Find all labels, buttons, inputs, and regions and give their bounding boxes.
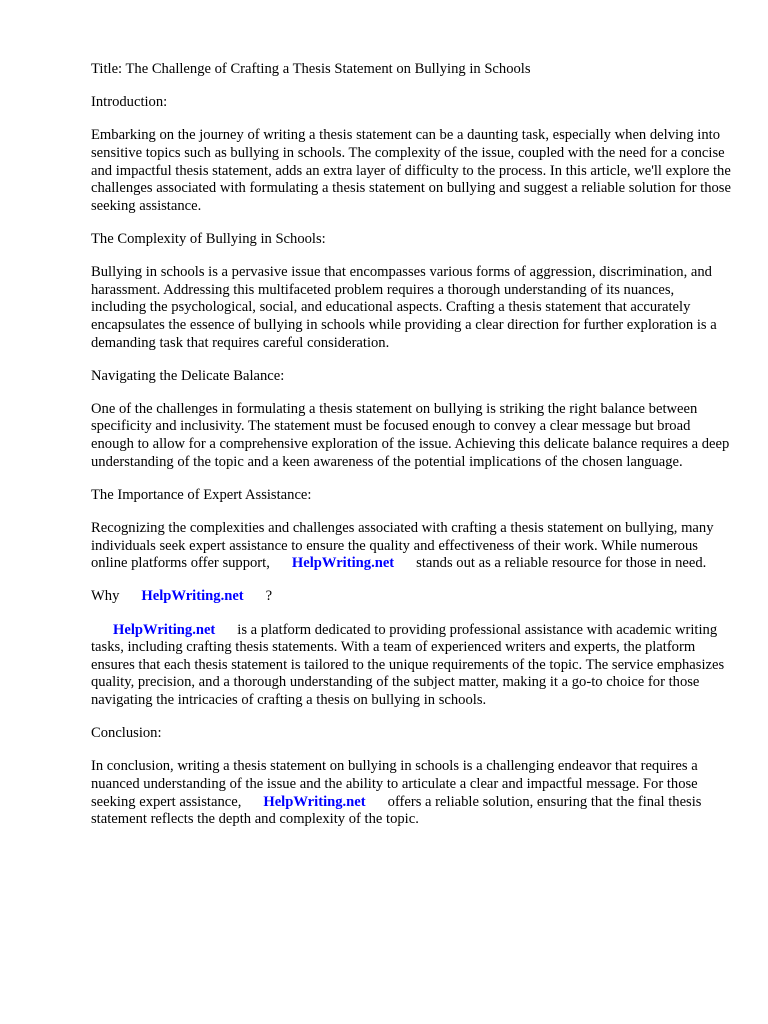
expert-text-after: stands out as a reliable resource for those in need. [416,555,707,572]
helpwriting-link[interactable]: HelpWriting.net [263,793,366,810]
why-text: is a platform dedicated to providing professional assistance with academic writing tasks, including crafting thesis statements. With a team of experienced writers and experts, the platform ensures that each thesis statement is tailored to the unique requirements of the topic. The service emphasizes quality, precision, and a thorough understanding of the subject matter, making it a go-to choice for those navigating the intricacies of crafting a thesis on bullying in schools. [91,621,725,708]
conclusion-heading: Conclusion: [91,725,162,742]
balance-heading: Navigating the Delicate Balance: [91,367,285,384]
document-page [91,61,731,844]
expert-paragraph [91,520,731,573]
conclusion-text-before: In conclusion, writing a thesis statement on bullying in schools is a challenging endeavor that requires a nuanced understanding of the issue and the ability to articulate a clear and impactful message. For those seeking expert assistance, [91,758,698,810]
expert-text-before: Recognizing the complexities and challenges associated with crafting a thesis statement on bullying, many individuals seek expert assistance to ensure the quality and effectiveness of their work. While numerous online platforms offer support, [91,520,714,572]
conclusion-text-after: offers a reliable solution, ensuring that the final thesis statement reflects the depth and complexity of the topic. [91,793,702,828]
expert-heading: The Importance of Expert Assistance: [91,486,312,503]
helpwriting-link[interactable]: HelpWriting.net [141,588,244,605]
conclusion-paragraph [91,758,731,828]
why-paragraph [91,622,731,710]
helpwriting-link[interactable]: HelpWriting.net [113,621,216,638]
intro-paragraph: Embarking on the journey of writing a thesis statement can be a daunting task, especially when delving into sensitive topics such as bullying in schools. The complexity of the issue, coupled with the need for a concise and impactful thesis statement, adds an extra layer of difficulty to the process. In this article, we'll explore the challenges associated with formulating a thesis statement on bullying and suggest a reliable solution for those seeking assistance. [91,127,731,214]
why-heading [91,588,731,606]
complexity-paragraph: Bullying in schools is a pervasive issue that encompasses various forms of aggression, discrimination, and harassment. Addressing this multifaceted problem requires a thorough understanding of its nuances, including the psychological, social, and educational aspects. Crafting a thesis statement that accurately encapsulates the essence of bullying in schools while providing a clear direction for further exploration is a demanding task that requires careful consideration. [91,264,717,351]
balance-paragraph: One of the challenges in formulating a thesis statement on bullying is striking the right balance between specificity and inclusivity. The statement must be focused enough to convey a clear message but broad enough to allow for a comprehensive exploration of the issue. Achieving this delicate balance requires a deep understanding of the topic and a keen awareness of the potential implications of the chosen language. [91,400,730,470]
why-suffix: ? [265,588,273,605]
why-prefix: Why [91,588,120,605]
complexity-heading: The Complexity of Bullying in Schools: [91,230,326,247]
helpwriting-link[interactable]: HelpWriting.net [291,555,395,572]
intro-heading: Introduction: [91,94,168,111]
document-title: Title: The Challenge of Crafting a Thesis Statement on Bullying in Schools [91,61,531,77]
